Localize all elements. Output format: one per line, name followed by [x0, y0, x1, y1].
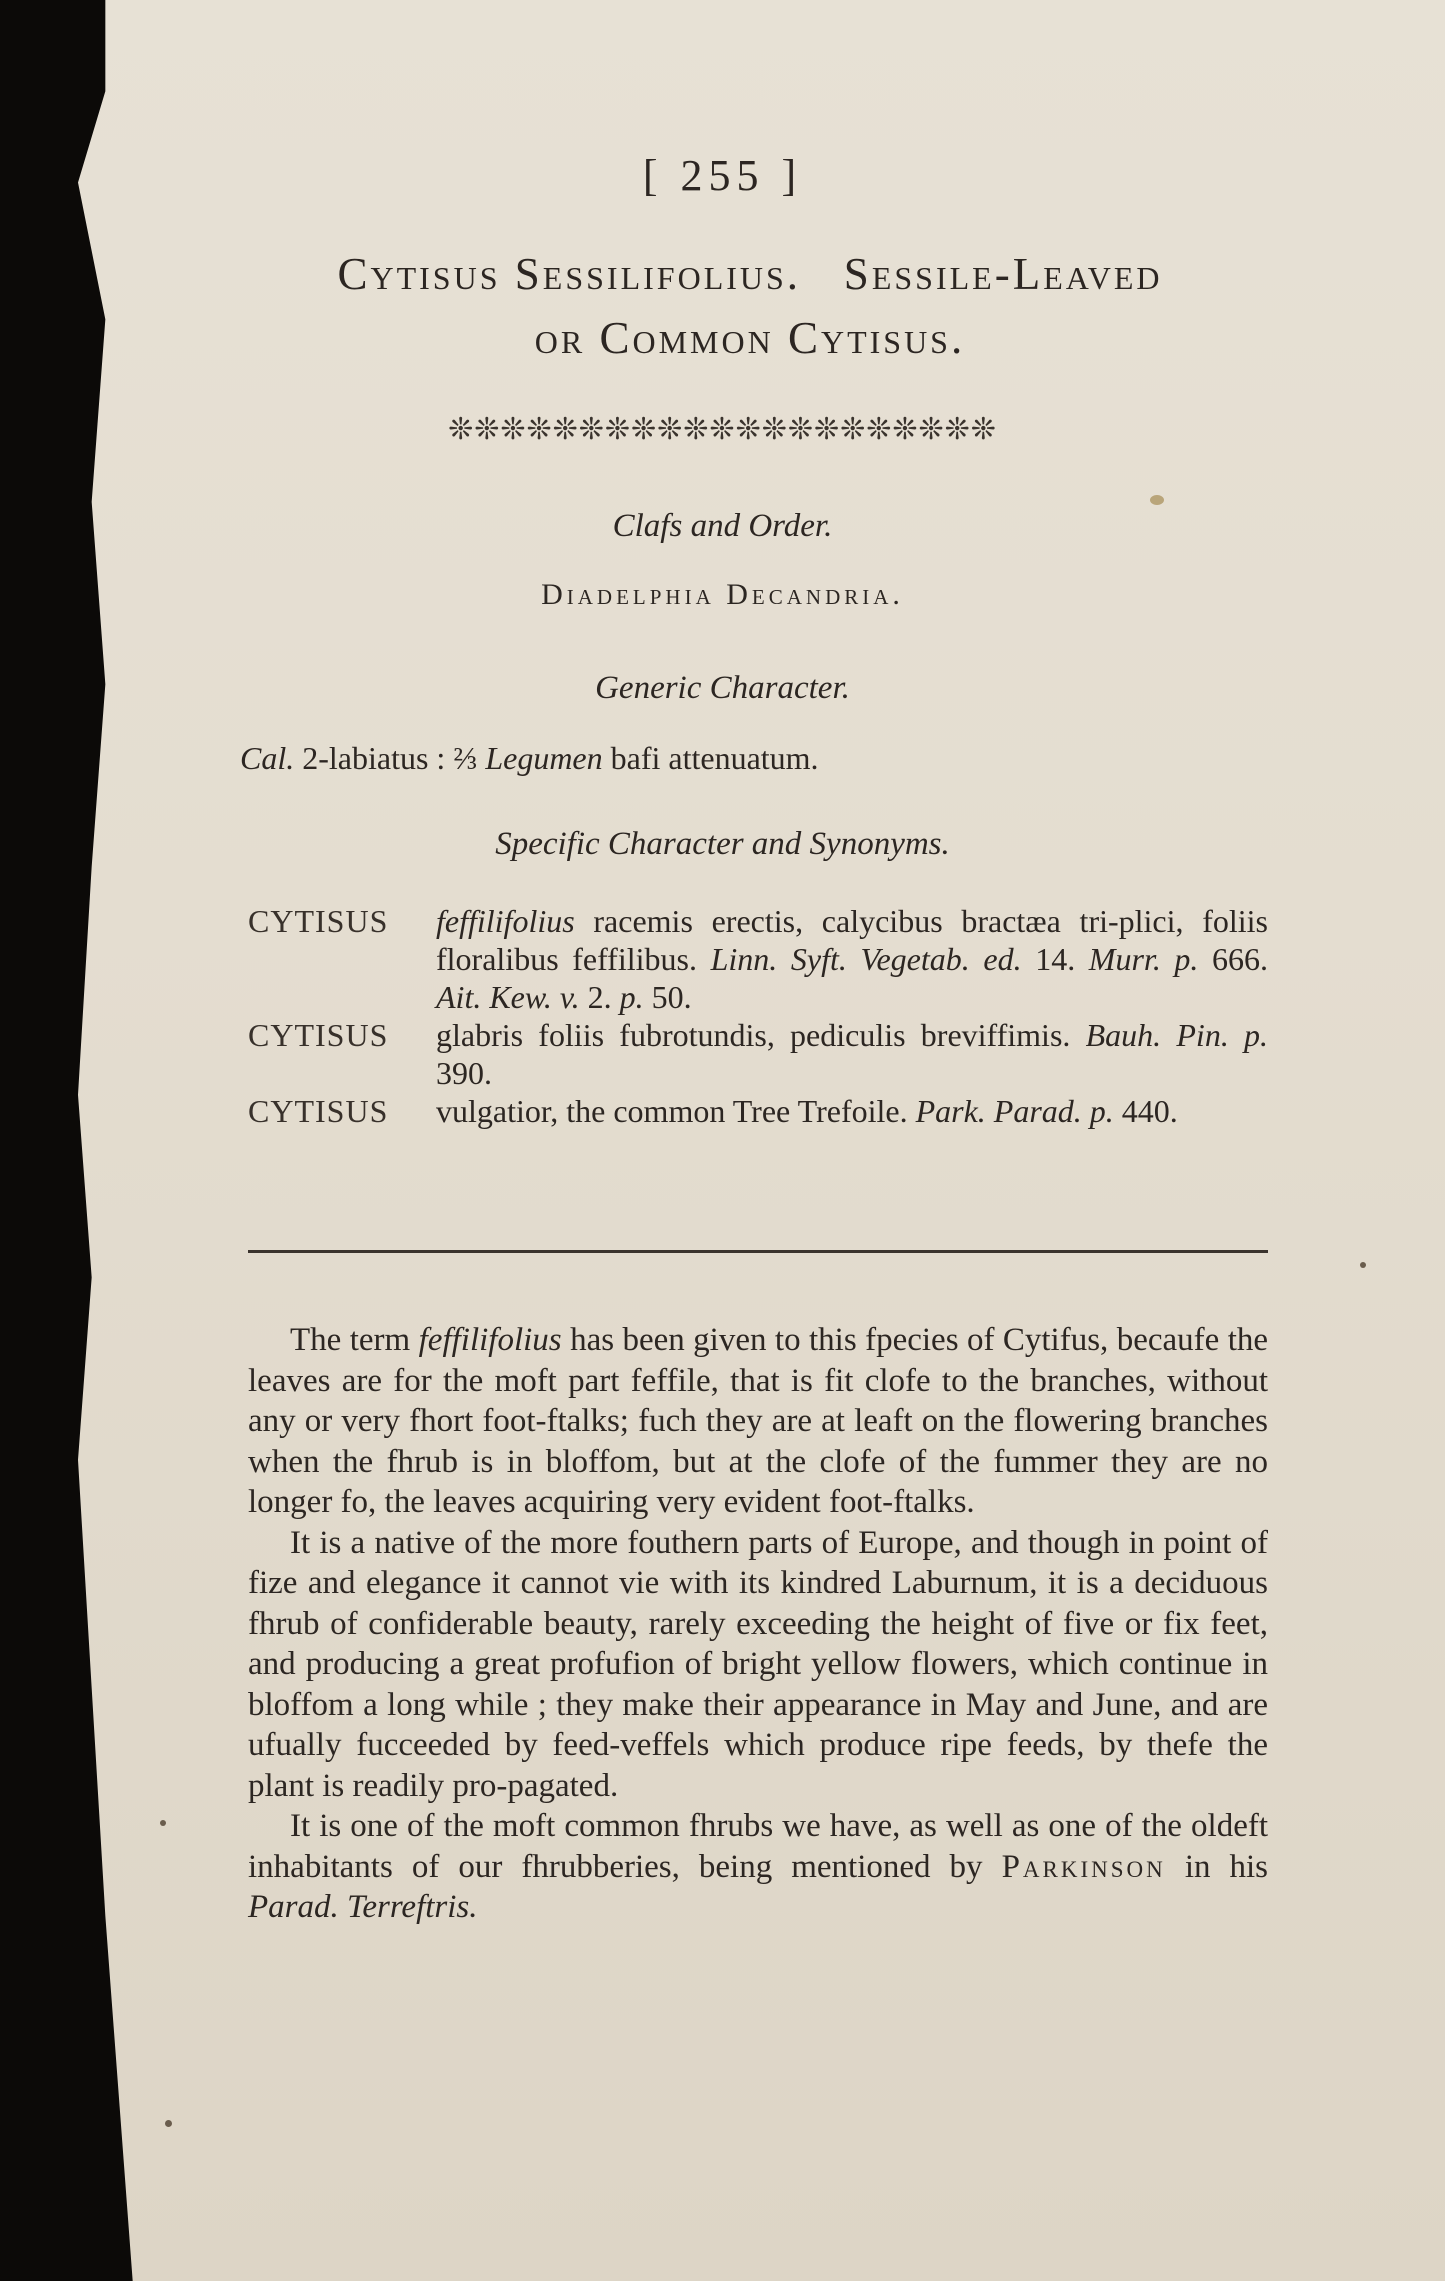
stain-spot — [1150, 495, 1164, 505]
paragraph-italic: Parad. Terreftris. — [248, 1889, 478, 1925]
speck — [160, 1820, 166, 1826]
generic-rest: bafi attenuatum. — [610, 740, 819, 776]
paragraph — [248, 1320, 1268, 1523]
page-number: [ 255 ] — [642, 151, 803, 200]
synonym-number: 2. — [587, 979, 612, 1015]
speck — [165, 2120, 172, 2127]
synonym-number: 666. — [1212, 941, 1269, 977]
paragraph-text: in his — [1184, 1848, 1269, 1885]
synonym-description: vulgatior, the common Tree Trefoile. — [436, 1093, 908, 1129]
synonym-list — [248, 902, 1268, 1130]
synonym-number: 50. — [651, 979, 692, 1015]
synonym-text — [436, 902, 1268, 1016]
generic-character-heading: Generic Character. — [595, 670, 850, 706]
synonym-reference: Murr. p. — [1088, 941, 1199, 977]
ornament-divider: ❊❊❊❊❊❊❊❊❊❊❊❊❊❊❊❊❊❊❊❊❊ — [448, 413, 997, 446]
synonym-entry — [248, 902, 1268, 1016]
paragraph-text: It is one of the moft common fhrubs we have, as well as one of the oldeft inhabitants of our fhrubberies, being mentioned by — [248, 1808, 1268, 1885]
cal-abbrev: Cal. — [240, 740, 295, 776]
synonym-entry — [248, 1092, 1268, 1130]
synonym-reference: Park. Parad. p. — [915, 1093, 1114, 1129]
generic-character-text — [240, 740, 819, 777]
horizontal-rule — [248, 1250, 1268, 1253]
title-line-1: Cytisus Sessilifolius. Sessile-Leaved — [337, 249, 1163, 299]
synonym-genus: CYTISUS — [248, 1093, 389, 1129]
synonym-description: glabris foliis fubrotundis, pediculis breviffimis. — [436, 1017, 1071, 1053]
synonym-epithet: feffilifolius — [436, 903, 575, 939]
synonym-text — [436, 1092, 1268, 1130]
synonym-reference: p. — [619, 979, 644, 1015]
synonym-description: racemis erectis, calycibus bractæa tri-plici, foliis floralibus feffilibus. — [436, 903, 1269, 977]
synonym-genus: CYTISUS — [248, 1017, 389, 1053]
paragraph-text: The term — [290, 1322, 411, 1358]
synonym-genus: CYTISUS — [248, 903, 389, 939]
paragraph-italic: feffilifolius — [418, 1322, 562, 1358]
synonym-text — [436, 1016, 1268, 1092]
synonym-number: 14. — [1035, 941, 1076, 977]
page-title — [200, 242, 1300, 370]
title-line-2: or Common Cytisus. — [534, 313, 966, 363]
paragraph-text: has been given to this fpecies of Cytifus, becaufe the leaves are for the moft part feffile, that is fit clofe to the branches, without any or very fhort foot-ftalks; fuch they are at leaft on the flowering branches when the fhrub is in bloffom, but at the clofe of the fummer they are no longer fo, the leaves acquiring very evident foot-ftalks. — [248, 1322, 1269, 1520]
paragraph — [248, 1806, 1268, 1928]
author-name: Parkinson — [1001, 1848, 1166, 1885]
synonym-reference: Linn. Syft. Vegetab. ed. — [710, 941, 1022, 977]
synonym-reference: Bauh. Pin. p. — [1085, 1017, 1269, 1053]
synonym-reference: Ait. Kew. v. — [436, 979, 580, 1015]
speck — [1360, 1262, 1366, 1268]
paragraph-text: It is a native of the more fouthern parts of Europe, and though in point of fize and elegance it cannot vie with its kindred Laburnum, it is a deciduous fhrub of confiderable beauty, rarely exceeding the height of five or fix feet, and producing a great profufion of bright yellow flowers, which continue in bloffom a long while ; they make their appearance in May and June, and are ufually fucceeded by feed-veffels which produce ripe feeds, by thefe the plant is readily pro-pagated. — [248, 1524, 1268, 1804]
class-order-value: Diadelphia Decandria. — [541, 578, 904, 611]
synonym-entry — [248, 1016, 1268, 1092]
body-text — [248, 1320, 1268, 1928]
cal-text: 2-labiatus : — [302, 740, 446, 776]
synonym-number: 390. — [436, 1055, 492, 1091]
fraction: ⅔ — [453, 740, 478, 776]
class-order-heading: Clafs and Order. — [612, 508, 833, 544]
synonym-number: 440. — [1121, 1093, 1178, 1129]
legumen-word: Legumen — [485, 740, 603, 776]
paragraph — [248, 1523, 1268, 1807]
specific-character-heading: Specific Character and Synonyms. — [495, 826, 950, 862]
